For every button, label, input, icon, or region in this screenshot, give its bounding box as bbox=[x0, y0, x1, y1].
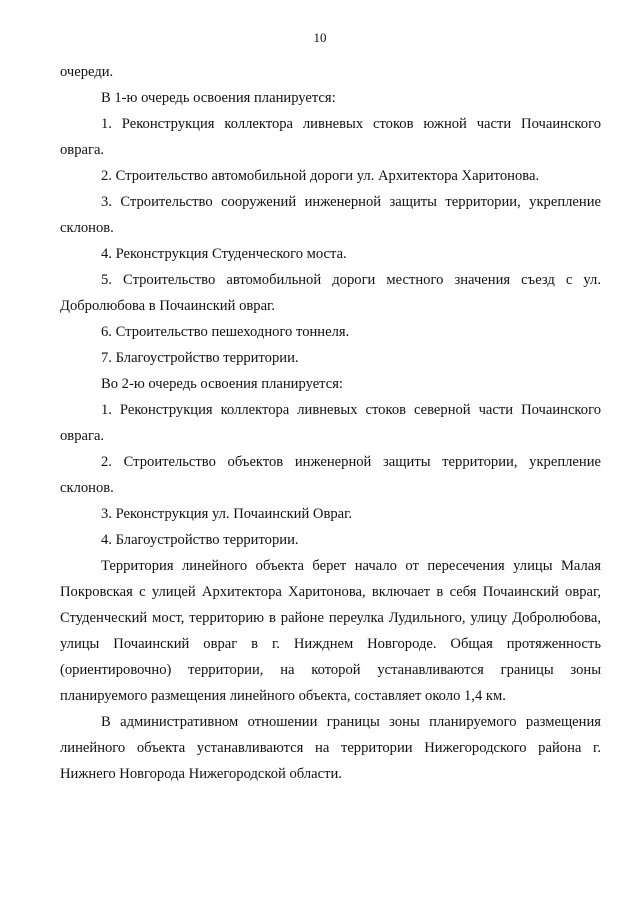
stage-1-item-3: 3. Строительство сооружений инженерной защиты территории, укрепление склонов. bbox=[60, 194, 601, 236]
stage-1-item-4: 4. Реконструкция Студенческого моста. bbox=[101, 246, 347, 262]
administrative-location: В административном отношении границы зоны планируемого размещения линейного объекта устанавливаются на территории Нижегородского района г. Нижнего Новгорода Нижегородской области. bbox=[60, 714, 601, 782]
paragraph-continuation: очереди. bbox=[60, 64, 114, 80]
document-body bbox=[60, 59, 601, 787]
stage-2-item-3: 3. Реконструкция ул. Почаинский Овраг. bbox=[101, 506, 353, 522]
stage-2-heading: Во 2-ю очередь освоения планируется: bbox=[101, 376, 343, 392]
stage-2-item-1: 1. Реконструкция коллектора ливневых стоков северной части Почаинского оврага. bbox=[60, 402, 601, 444]
stage-2-item-2: 2. Строительство объектов инженерной защиты территории, укрепление склонов. bbox=[60, 454, 601, 496]
stage-1-heading: В 1-ю очередь освоения планируется: bbox=[101, 90, 336, 106]
stage-1-item-1: 1. Реконструкция коллектора ливневых стоков южной части Почаинского оврага. bbox=[60, 116, 601, 158]
territory-description: Территория линейного объекта берет начало от пересечения улицы Малая Покровская с улицей Архитектора Харитонова, включает в себя Почаинский овраг, Студенческий мост, территорию в районе переулка Лудильного, улицу Добролюбова, улицы Почаинский овраг в г. Нижднем Новгороде. Общая протяженность (ориентировочно) территории, на которой устанавливаются границы зоны планируемого размещения линейного объекта, составляет около 1,4 км. bbox=[60, 558, 601, 704]
stage-1-item-2: 2. Строительство автомобильной дороги ул. Архитектора Харитонова. bbox=[101, 168, 540, 184]
page-number: 10 bbox=[313, 30, 327, 45]
stage-1-item-5: 5. Строительство автомобильной дороги местного значения съезд с ул. Добролюбова в Почаинский овраг. bbox=[60, 272, 601, 314]
stage-1-item-6: 6. Строительство пешеходного тоннеля. bbox=[101, 324, 350, 340]
stage-2-item-4: 4. Благоустройство территории. bbox=[101, 532, 299, 548]
stage-1-item-7: 7. Благоустройство территории. bbox=[101, 350, 299, 366]
